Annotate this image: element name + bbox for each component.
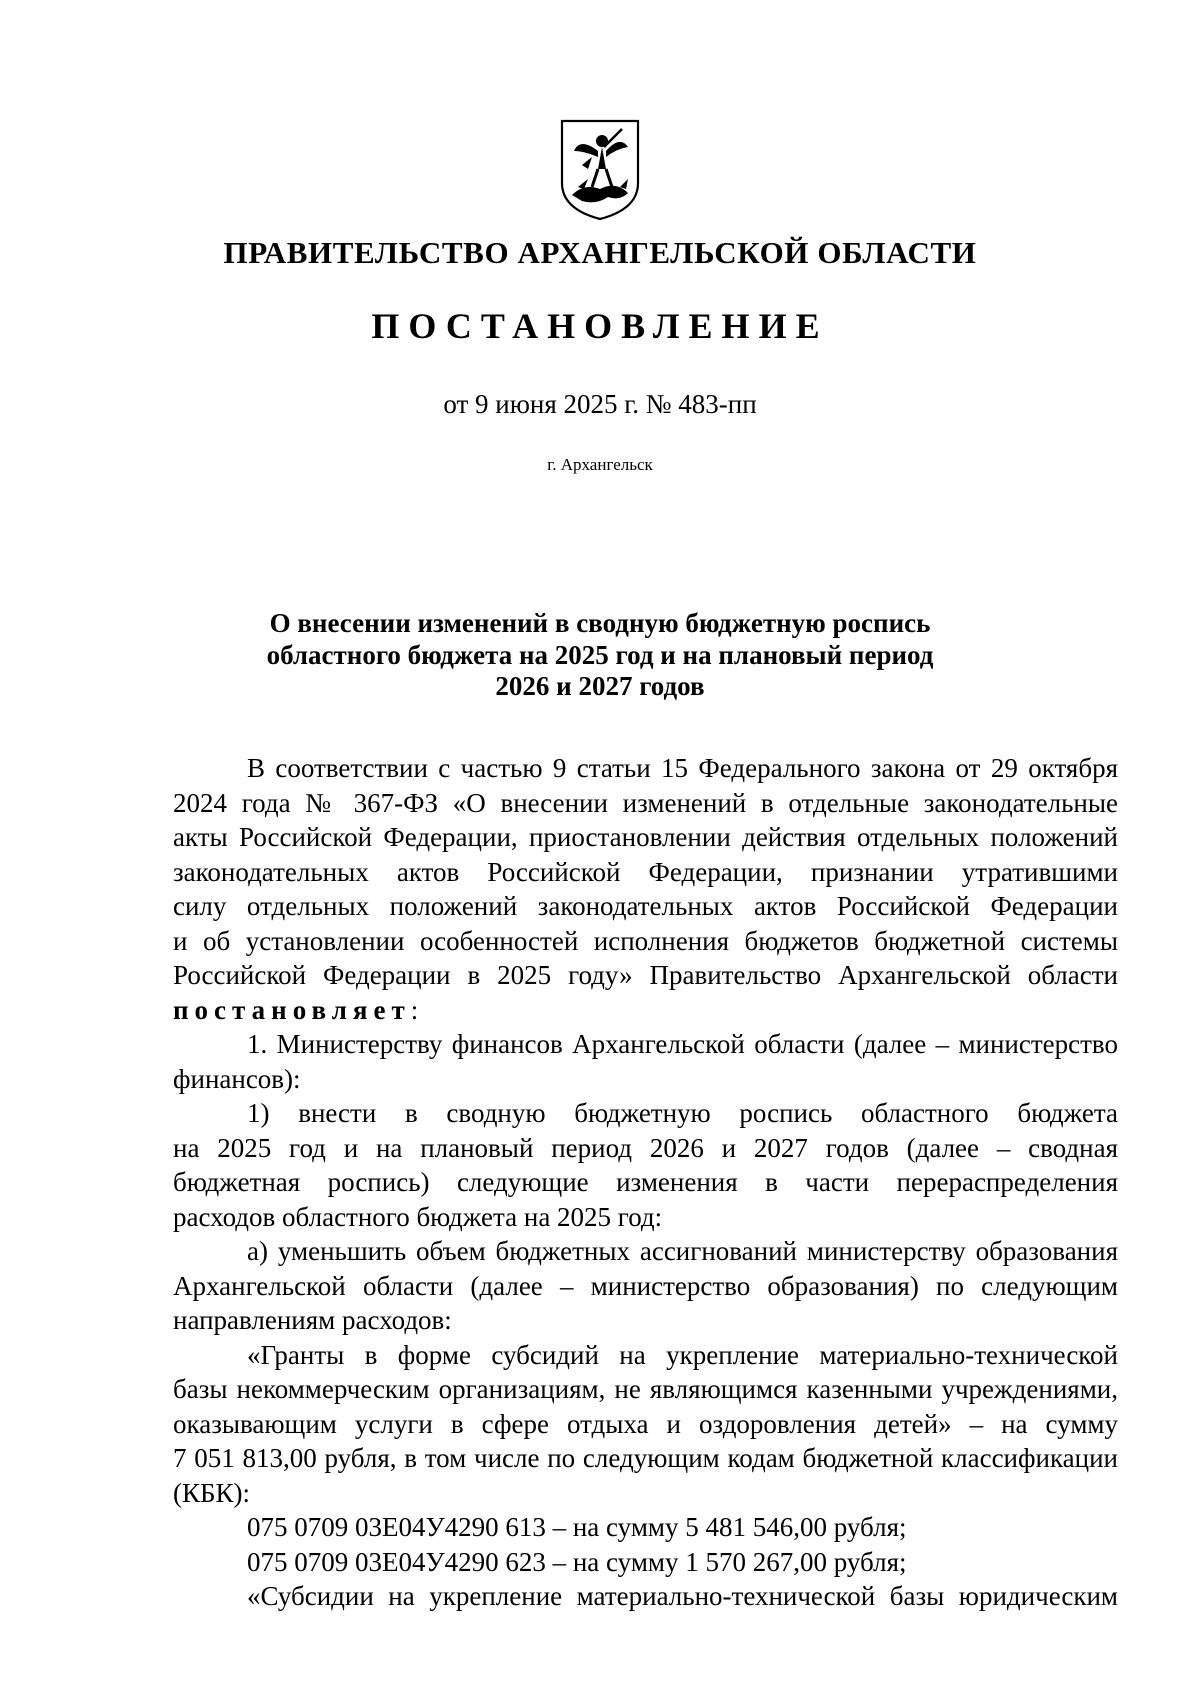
body-line: расходов областного бюджета на 2025 год: — [173, 1201, 663, 1232]
body-line: и об установлении особенностей исполнения бюджетов бюджетной системы — [173, 925, 1118, 956]
body-line: 075 0709 03Е04У4290 623 – на сумму 1 570 267,00 рубля; — [247, 1546, 907, 1577]
body-line: направлениям расходов: — [173, 1305, 452, 1335]
body-line: 2024 года № 367-ФЗ «О внесении изменений в отдельные законодательные — [173, 787, 1118, 818]
body-line: бюджетная роспись) следующие изменения в части перераспределения — [173, 1167, 1118, 1197]
body-line-resolves — [173, 993, 1118, 1028]
body-line: 7 051 813,00 рубля, в том числе по следующим кодам бюджетной классификации — [173, 1443, 1118, 1473]
document-type: ПОСТАНОВЛЕНИЕ — [371, 306, 829, 346]
body-line: «Гранты в форме субсидий на укрепление материально-технической — [247, 1339, 1118, 1370]
body-line: (КБК): — [173, 1477, 251, 1508]
body-line: акты Российской Федерации, приостановлении действия отдельных положений — [173, 822, 1118, 852]
body-line: оказывающим услуги в сфере отдыха и оздоровления детей» – на сумму — [173, 1408, 1118, 1439]
arkhangelsk-coat-of-arms-icon — [558, 117, 642, 222]
body-line: 075 0709 03Е04У4290 613 – на сумму 5 481 546,00 рубля; — [247, 1512, 907, 1542]
body-line: финансов): — [173, 1063, 301, 1094]
body-line: 1. Министерству финансов Архангельской области (далее – министерство — [247, 1029, 1118, 1059]
body-line: силу отдельных положений законодательных актов Российской Федерации — [173, 891, 1118, 921]
resolves-word: постановляет — [173, 994, 411, 1025]
organization-name: ПРАВИТЕЛЬСТВО АРХАНГЕЛЬСКОЙ ОБЛАСТИ — [223, 235, 977, 270]
document-body — [173, 751, 1118, 1614]
document-date-number: от 9 июня 2025 г. № 483-пп — [443, 389, 757, 419]
body-line: «Субсидии на укрепление материально-технической базы юридическим — [247, 1581, 1118, 1611]
title-line: 2026 и 2027 годов — [495, 671, 705, 701]
body-line: базы некоммерческим организациям, не являющимся казенными учреждениями, — [173, 1374, 1118, 1404]
title-line: О внесении изменений в сводную бюджетную роспись — [269, 608, 931, 638]
body-line: 1) внести в сводную бюджетную роспись областного бюджета — [247, 1098, 1118, 1128]
body-line: законодательных актов Российской Федерации, признании утратившими — [173, 856, 1118, 887]
body-line: Архангельской области (далее – министерство образования) по следующим — [173, 1270, 1118, 1301]
document-city: г. Архангельск — [547, 455, 653, 474]
title-line: областного бюджета на 2025 год и на плановый период — [266, 639, 934, 670]
document-title — [0, 608, 1200, 703]
body-line: а) уменьшить объем бюджетных ассигнований министерству образования — [247, 1236, 1118, 1266]
body-line: на 2025 год и на плановый период 2026 и 2027 годов (далее – сводная — [173, 1132, 1118, 1163]
body-line: Российской Федерации в 2025 году» Правительство Архангельской области — [173, 960, 1118, 990]
resolves-colon: : — [410, 994, 419, 1025]
body-line: В соответствии с частью 9 статьи 15 Федерального закона от 29 октября — [247, 753, 1118, 783]
